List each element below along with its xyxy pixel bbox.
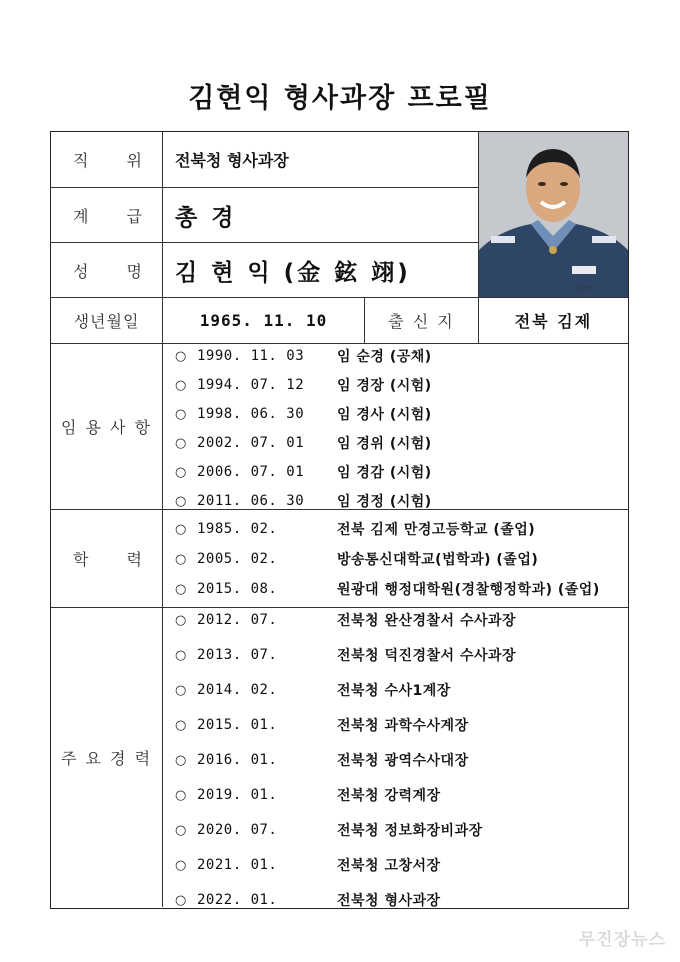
label-position bbox=[51, 132, 163, 188]
label-position-1: 직 bbox=[73, 151, 91, 170]
label-career: 주 요 경 력 bbox=[51, 608, 163, 907]
label-name-2: 명 bbox=[126, 261, 144, 281]
appointment-desc: 임 경감 (시험) bbox=[337, 465, 432, 481]
label-birth: 생년월일 bbox=[51, 298, 163, 344]
appointment-list bbox=[163, 344, 628, 510]
appointment-desc: 임 경장 (시험) bbox=[337, 378, 432, 394]
career-date: 2016. 01. bbox=[197, 752, 278, 768]
education-item bbox=[175, 579, 624, 599]
appointment-item bbox=[175, 433, 624, 453]
value-birth: 1965. 11. 10 bbox=[163, 298, 365, 344]
career-desc: 전북청 광역수사대장 bbox=[337, 753, 469, 769]
appointment-desc: 임 경사 (시험) bbox=[337, 407, 432, 423]
career-desc: 전북청 과학수사계장 bbox=[337, 718, 469, 734]
bullet-icon: ○ bbox=[175, 406, 187, 422]
career-date: 2022. 01. bbox=[197, 892, 278, 908]
career-date: 2020. 07. bbox=[197, 822, 278, 838]
appointment-date: 2002. 07. 01 bbox=[197, 435, 305, 451]
value-origin: 전북 김제 bbox=[479, 298, 628, 344]
bullet-icon: ○ bbox=[175, 377, 187, 393]
career-date: 2012. 07. bbox=[197, 612, 278, 628]
career-desc: 전북청 덕진경찰서 수사과장 bbox=[337, 648, 517, 664]
career-desc: 전북청 형사과장 bbox=[337, 893, 441, 909]
bullet-icon: ○ bbox=[175, 682, 187, 698]
career-item bbox=[175, 610, 624, 630]
label-rank-1: 계 bbox=[73, 206, 91, 226]
appointment-desc: 임 경정 (시험) bbox=[337, 494, 432, 510]
bullet-icon: ○ bbox=[175, 752, 187, 768]
career-item bbox=[175, 680, 624, 700]
career-date: 2014. 02. bbox=[197, 682, 278, 698]
profile-table bbox=[50, 131, 629, 909]
label-origin: 출 신 지 bbox=[365, 298, 479, 344]
label-rank bbox=[51, 188, 163, 243]
officer-portrait-icon bbox=[479, 132, 628, 298]
appointment-item bbox=[175, 462, 624, 482]
bullet-icon: ○ bbox=[175, 612, 187, 628]
label-rank-2: 급 bbox=[126, 206, 144, 226]
career-item bbox=[175, 820, 624, 840]
bullet-icon: ○ bbox=[175, 581, 187, 597]
education-desc: 원광대 행정대학원(경찰행정학과) (졸업) bbox=[337, 582, 600, 598]
career-item bbox=[175, 785, 624, 805]
education-date: 1985. 02. bbox=[197, 521, 278, 537]
bullet-icon: ○ bbox=[175, 787, 187, 803]
bullet-icon: ○ bbox=[175, 348, 187, 364]
education-item bbox=[175, 519, 624, 539]
career-date: 2015. 01. bbox=[197, 717, 278, 733]
value-name: 김 현 익 (金 鉉 翊) bbox=[163, 243, 479, 298]
appointment-item bbox=[175, 491, 624, 511]
career-desc: 전북청 정보화장비과장 bbox=[337, 823, 483, 839]
career-item bbox=[175, 715, 624, 735]
label-name-1: 성 bbox=[73, 261, 91, 281]
label-education bbox=[51, 510, 163, 608]
career-item bbox=[175, 750, 624, 770]
appointment-date: 1994. 07. 12 bbox=[197, 377, 305, 393]
education-date: 2015. 08. bbox=[197, 581, 278, 597]
career-item bbox=[175, 645, 624, 665]
education-date: 2005. 02. bbox=[197, 551, 278, 567]
label-education-2: 력 bbox=[126, 550, 144, 569]
label-position-2: 위 bbox=[126, 151, 144, 170]
bullet-icon: ○ bbox=[175, 551, 187, 567]
appointment-desc: 임 순경 (공채) bbox=[337, 349, 432, 365]
label-appointment: 임 용 사 항 bbox=[51, 344, 163, 510]
appointment-desc: 임 경위 (시험) bbox=[337, 436, 432, 452]
page-title: 김현익 형사과장 프로필 bbox=[188, 83, 492, 114]
career-desc: 전북청 완산경찰서 수사과장 bbox=[337, 613, 517, 629]
bullet-icon: ○ bbox=[175, 464, 187, 480]
career-desc: 전북청 고창서장 bbox=[337, 858, 441, 874]
appointment-item bbox=[175, 375, 624, 395]
career-desc: 전북청 수사1계장 bbox=[337, 683, 451, 699]
education-desc: 전북 김제 만경고등학교 (졸업) bbox=[337, 522, 536, 538]
education-list bbox=[163, 510, 628, 608]
bullet-icon: ○ bbox=[175, 521, 187, 537]
bullet-icon: ○ bbox=[175, 493, 187, 509]
career-item bbox=[175, 855, 624, 875]
photo-name-tag: 김현익 bbox=[576, 286, 592, 292]
bullet-icon: ○ bbox=[175, 717, 187, 733]
bullet-icon: ○ bbox=[175, 857, 187, 873]
career-date: 2021. 01. bbox=[197, 857, 278, 873]
appointment-date: 2006. 07. 01 bbox=[197, 464, 305, 480]
career-list bbox=[163, 608, 628, 907]
bullet-icon: ○ bbox=[175, 647, 187, 663]
appointment-date: 1990. 11. 03 bbox=[197, 348, 305, 364]
career-item bbox=[175, 890, 624, 910]
label-name bbox=[51, 243, 163, 298]
profile-photo bbox=[479, 132, 628, 298]
career-desc: 전북청 강력계장 bbox=[337, 788, 441, 804]
bullet-icon: ○ bbox=[175, 892, 187, 908]
value-position: 전북청 형사과장 bbox=[163, 132, 479, 188]
bullet-icon: ○ bbox=[175, 822, 187, 838]
appointment-item bbox=[175, 404, 624, 424]
value-rank: 총 경 bbox=[163, 188, 479, 243]
education-item bbox=[175, 549, 624, 569]
appointment-date: 2011. 06. 30 bbox=[197, 493, 305, 509]
appointment-item bbox=[175, 346, 624, 366]
label-education-1: 학 bbox=[73, 550, 91, 569]
career-date: 2019. 01. bbox=[197, 787, 278, 803]
education-desc: 방송통신대학교(법학과) (졸업) bbox=[337, 552, 539, 568]
watermark: 무진장뉴스 bbox=[578, 930, 666, 950]
career-date: 2013. 07. bbox=[197, 647, 278, 663]
appointment-date: 1998. 06. 30 bbox=[197, 406, 305, 422]
bullet-icon: ○ bbox=[175, 435, 187, 451]
